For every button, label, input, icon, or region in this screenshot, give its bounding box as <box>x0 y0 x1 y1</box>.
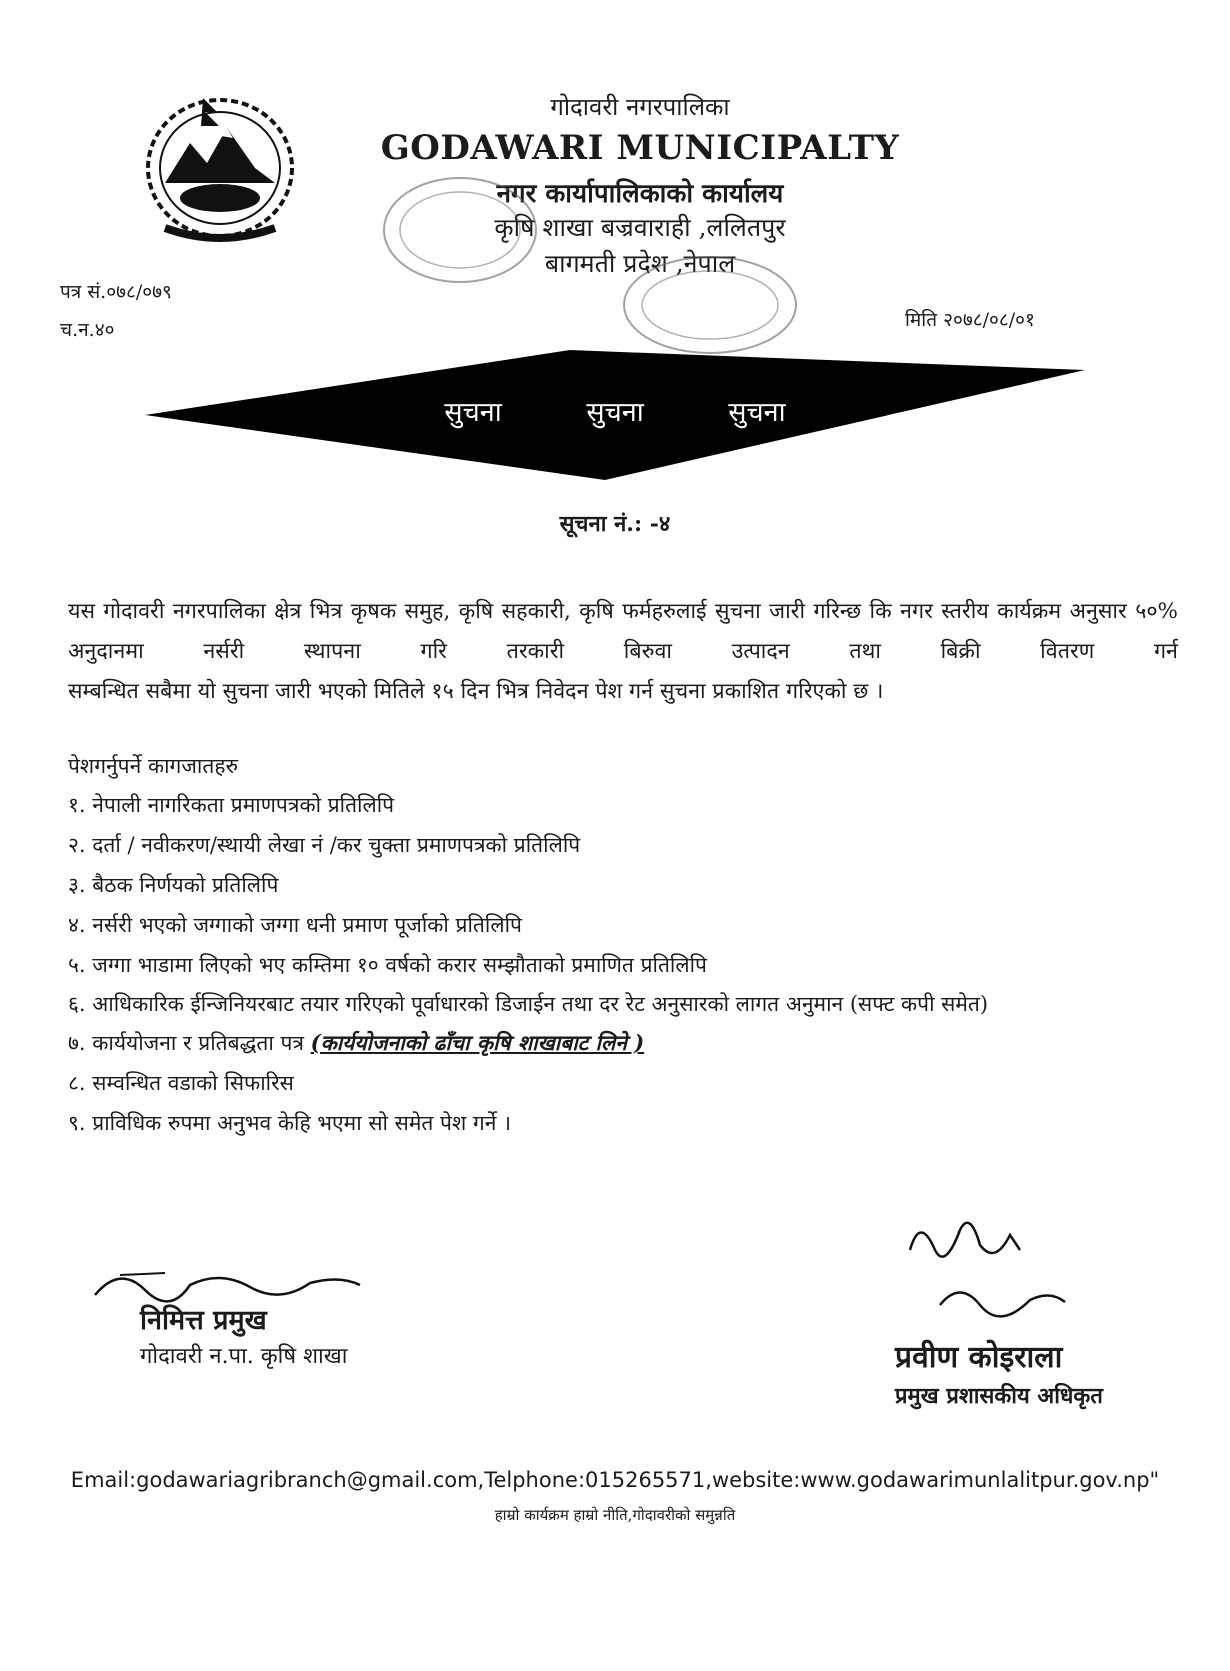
header-office: नगर कार्यापालिकाको कार्यालय <box>496 179 784 209</box>
banner-word: सुचना <box>444 397 502 428</box>
header-branch: कृषि शाखा बज्रवाराही ,ललितपुर <box>494 213 786 242</box>
list-item: २. दर्ता / नवीकरण/स्थायी लेखा नं /कर चुक्ता प्रमाणपत्रको प्रतिलिपि <box>68 833 581 857</box>
banner-word: सुचना <box>728 397 786 428</box>
list-item: ८. सम्वन्धित वडाको सिफारिस <box>68 1071 294 1095</box>
list-item: ४. नर्सरी भएको जग्गाको जग्गा धनी प्रमाण पूर्जाको प्रतिलिपि <box>68 913 522 937</box>
letter-number: पत्र सं.०७८/०७९ <box>60 281 172 303</box>
signature-icon <box>900 1210 1090 1330</box>
header-municipality-nepali: गोदावरी नगरपालिका <box>550 93 730 121</box>
letter-date: मिति २०७८/०८/०१ <box>905 309 1035 331</box>
right-signatory-name: प्रवीण कोइराला <box>895 1340 1063 1375</box>
notice-body-line: यस गोदावरी नगरपालिका क्षेत्र भित्र कृषक समुह, कृषि सहकारी, कृषि फर्महरुलाई सुचना जारी गरिन्छ कि नगर स्तरीय कार्यक्रम अनुसार ५०% अनुदानमा नर्सरी स्थापना गरि तरकारी बिरुवा उत्पादन तथा बिक्री वितरण गर्न <box>68 599 1178 664</box>
notice-body-line: सम्बन्धित सबैमा यो सुचना जारी भएको मितिले १५ दिन भित्र निवेदन पेश गर्न सुचना प्रकाशित गरिएको छ । <box>68 679 884 704</box>
banner-word: सुचना <box>586 397 644 428</box>
requirements-heading: पेशगर्नुपर्ने कागजातहरु <box>68 754 239 778</box>
notice-banner-words <box>145 392 1085 429</box>
right-signatory-title: प्रमुख प्रशासकीय अधिकृत <box>895 1383 1103 1409</box>
list-item: ६. आधिकारिक ईन्जिनियरबाट तयार गरिएको पूर्वाधारको डिजाईन तथा दर रेट अनुसारको लागत अनुमान (सफ्ट कपी समेत) <box>68 992 989 1016</box>
notice-number: सूचना नं.: -४ <box>559 511 671 537</box>
list-item: १. नेपाली नागरिकता प्रमाणपत्रको प्रतिलिपि <box>68 793 395 817</box>
footer-slogan: हाम्रो कार्यक्रम हाम्रो नीति,गोदावरीको समुन्नति <box>494 1506 736 1524</box>
list-item: ९. प्राविधिक रुपमा अनुभव केहि भएमा सो समेत पेश गर्ने । <box>68 1111 512 1135</box>
header-municipality-english: GODAWARI MUNICIPALTY <box>380 128 900 168</box>
dispatch-number: च.न.४० <box>60 319 115 341</box>
requirements-list <box>68 785 1178 1143</box>
list-item <box>68 1023 1178 1063</box>
footer-contact: Email:godawariagribranch@gmail.com,Telphone:015265571,website:www.godawarimunlalitpur.gov.np" <box>70 1468 1160 1492</box>
list-item-emphasis: (कार्ययोजनाको ढाँचा कृषि शाखाबाट लिने ) <box>310 1030 645 1055</box>
notice-body <box>68 592 1178 712</box>
left-signatory-office: गोदावरी न.पा. कृषि शाखा <box>140 1344 348 1369</box>
list-item-text: ७. कार्ययोजना र प्रतिबद्धता पत्र <box>68 1031 304 1055</box>
left-signatory-title: निमित्त प्रमुख <box>140 1305 267 1336</box>
header-province: बागमती प्रदेश ,नेपाल <box>544 249 736 278</box>
nepal-emblem-icon <box>135 88 305 248</box>
list-item: ३. बैठक निर्णयको प्रतिलिपि <box>68 873 279 897</box>
list-item: ५. जग्गा भाडामा लिएको भए कम्तिमा १० वर्षको करार सम्झौताको प्रमाणित प्रतिलिपि <box>68 953 707 977</box>
